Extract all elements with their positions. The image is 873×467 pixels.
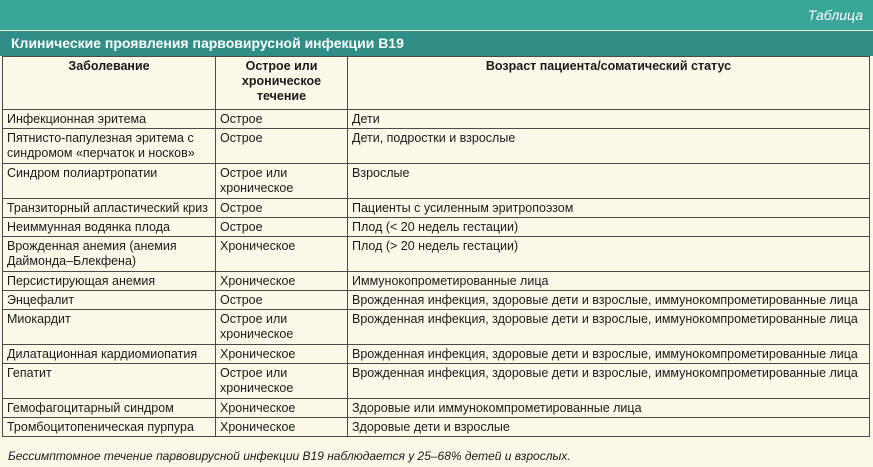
cell-course: Острое или хроническое <box>216 164 348 199</box>
table-row <box>3 272 870 291</box>
cell-course: Хроническое <box>216 272 348 291</box>
cell-disease: Пятнисто-папулезная эритема с синдромом «перчаток и носков» <box>3 129 216 164</box>
table-row <box>3 310 870 345</box>
parvovirus-table <box>2 56 870 437</box>
footnote: Бессимптомное течение парвовирусной инфекции В19 наблюдается у 25–68% детей и взрослых. <box>8 449 571 463</box>
cell-disease: Тромбоцитопеническая пурпура <box>3 418 216 437</box>
col-header-status: Возраст пациента/соматический статус <box>348 57 870 110</box>
table-row <box>3 237 870 272</box>
table-header-row <box>3 57 870 110</box>
cell-course: Острое или хроническое <box>216 364 348 399</box>
cell-course: Острое или хроническое <box>216 310 348 345</box>
cell-status: Врожденная инфекция, здоровые дети и взрослые, иммунокомпрометированные лица <box>348 291 870 310</box>
table-row <box>3 364 870 399</box>
cell-course: Хроническое <box>216 345 348 364</box>
cell-status: Здоровые дети и взрослые <box>348 418 870 437</box>
table-row <box>3 418 870 437</box>
table-row <box>3 291 870 310</box>
cell-disease: Гемофагоцитарный синдром <box>3 399 216 418</box>
cell-status: Дети, подростки и взрослые <box>348 129 870 164</box>
cell-status: Иммунокопрометированные лица <box>348 272 870 291</box>
title-bar <box>0 30 873 56</box>
cell-disease: Синдром полиартропатии <box>3 164 216 199</box>
cell-status: Здоровые или иммунокомпрометированные лица <box>348 399 870 418</box>
table-row <box>3 199 870 218</box>
table-body <box>3 110 870 437</box>
table-row <box>3 218 870 237</box>
cell-course: Хроническое <box>216 399 348 418</box>
cell-disease: Гепатит <box>3 364 216 399</box>
cell-course: Хроническое <box>216 237 348 272</box>
cell-course: Острое <box>216 199 348 218</box>
cell-course: Острое <box>216 129 348 164</box>
cell-course: Острое <box>216 218 348 237</box>
cell-disease: Миокардит <box>3 310 216 345</box>
cell-status: Плод (< 20 недель гестации) <box>348 218 870 237</box>
cell-disease: Дилатационная кардиомиопатия <box>3 345 216 364</box>
cell-disease: Неиммунная водянка плода <box>3 218 216 237</box>
cell-disease: Персистирующая анемия <box>3 272 216 291</box>
cell-status: Дети <box>348 110 870 129</box>
table-row <box>3 110 870 129</box>
table-label: Таблица <box>807 7 863 23</box>
cell-disease: Транзиторный апластический криз <box>3 199 216 218</box>
cell-disease: Инфекционная эритема <box>3 110 216 129</box>
cell-status: Взрослые <box>348 164 870 199</box>
cell-course: Острое <box>216 291 348 310</box>
cell-course: Острое <box>216 110 348 129</box>
header-bar <box>0 0 873 30</box>
table-row <box>3 164 870 199</box>
cell-status: Врожденная инфекция, здоровые дети и взрослые, иммунокомпрометированные лица <box>348 310 870 345</box>
table-row <box>3 345 870 364</box>
cell-disease: Энцефалит <box>3 291 216 310</box>
table-row <box>3 129 870 164</box>
cell-course: Хроническое <box>216 418 348 437</box>
table-title: Клинические проявления парвовирусной инфекции В19 <box>11 35 404 51</box>
col-header-course: Острое или хроническое течение <box>216 57 348 110</box>
cell-status: Пациенты с усиленным эритропоэзом <box>348 199 870 218</box>
table-row <box>3 399 870 418</box>
cell-status: Врожденная инфекция, здоровые дети и взрослые, иммунокомпрометированные лица <box>348 345 870 364</box>
cell-disease: Врожденная анемия (анемия Даймонда–Блекфена) <box>3 237 216 272</box>
col-header-disease: Заболевание <box>3 57 216 110</box>
cell-status: Врожденная инфекция, здоровые дети и взрослые, иммунокомпрометированные лица <box>348 364 870 399</box>
cell-status: Плод (> 20 недель гестации) <box>348 237 870 272</box>
